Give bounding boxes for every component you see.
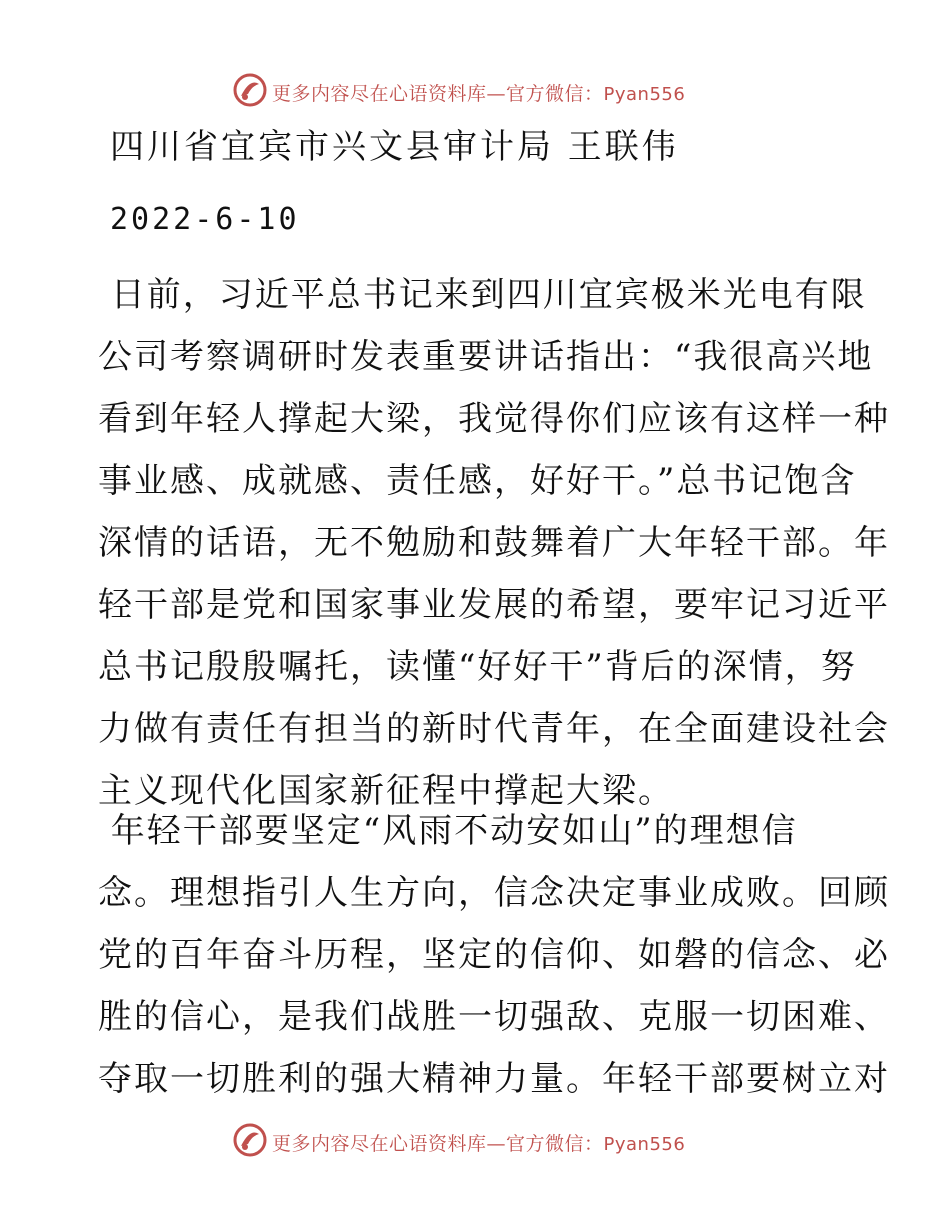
- text-line: 胜的信心，是我们战胜一切强敌、克服一切困难、: [98, 997, 890, 1037]
- text-line: 事业感、成就感、责任感，好好干。”总书记饱含: [98, 461, 857, 501]
- text-line: 主义现代化国家新征程中撑起大梁。: [98, 771, 674, 811]
- brand-logo-icon: [232, 1122, 268, 1158]
- text-line: 看到年轻人撑起大梁，我觉得你们应该有这样一种: [98, 399, 890, 439]
- text-line: 日前，习近平总书记来到四川宜宾极米光电有限: [98, 275, 867, 315]
- text-line: 力做有责任有担当的新时代青年，在全面建设社会: [98, 709, 890, 749]
- watermark-handle: Pyan556: [603, 84, 686, 105]
- watermark-handle: Pyan556: [603, 1134, 686, 1155]
- text-line: 党的百年奋斗历程，坚定的信仰、如磐的信念、必: [98, 935, 890, 975]
- author-byline: 四川省宜宾市兴文县审计局 王联伟: [110, 127, 679, 167]
- text-line: 轻干部是党和国家事业发展的希望，要牢记习近平: [98, 585, 890, 625]
- brand-logo-icon: [232, 72, 268, 108]
- text-line: 年轻干部要坚定“风雨不动安如山”的理想信: [98, 811, 798, 851]
- text-line: 念。理想指引人生方向，信念决定事业成败。回顾: [98, 873, 890, 913]
- text-line: 夺取一切胜利的强大精神力量。年轻干部要树立对: [98, 1059, 890, 1099]
- paragraph-2: [98, 800, 890, 1110]
- watermark-label: 更多内容尽在心语资料库—官方微信：: [272, 1133, 604, 1155]
- text-line: 深情的话语，无不勉励和鼓舞着广大年轻干部。年: [98, 523, 890, 563]
- footer-watermark: [0, 1120, 950, 1160]
- header-watermark: [0, 70, 950, 110]
- watermark-text: [272, 79, 685, 106]
- paragraph-1: [98, 264, 890, 822]
- publish-date: 2022-6-10: [110, 202, 300, 237]
- text-line: 公司考察调研时发表重要讲话指出：“我很高兴地: [98, 337, 874, 377]
- text-line: 总书记殷殷嘱托，读懂“好好干”背后的深情，努: [98, 647, 857, 687]
- watermark-text: [272, 1129, 685, 1156]
- watermark-label: 更多内容尽在心语资料库—官方微信：: [272, 83, 604, 105]
